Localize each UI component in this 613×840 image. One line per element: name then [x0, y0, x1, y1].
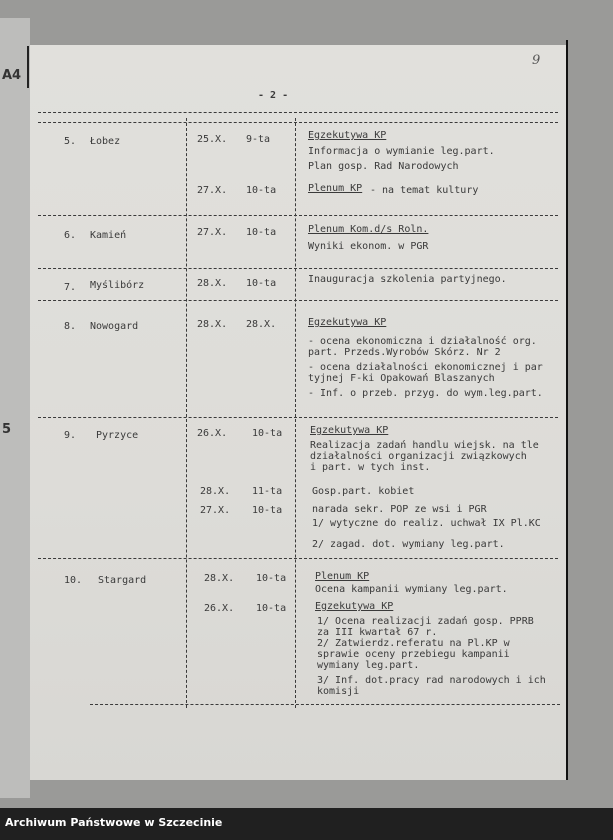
row-place: Łobez — [90, 136, 121, 147]
agenda-line: tyjnej F-ki Opakowań Blaszanych — [308, 373, 495, 384]
row-number: 9. — [64, 430, 77, 441]
agenda-line: komisji — [317, 686, 360, 697]
row-divider — [38, 268, 558, 269]
agenda-line: działalności organizacji związkowych — [310, 451, 527, 462]
row-number: 7. — [64, 282, 77, 293]
row-date: 26.X. — [197, 428, 228, 439]
agenda-heading: Egzekutywa KP — [308, 130, 387, 141]
agenda-line: - na temat kultury — [370, 185, 479, 196]
row-time: 28.X. — [246, 319, 277, 330]
row-place: Myślibórz — [90, 280, 145, 291]
row-divider — [38, 215, 558, 216]
agenda-heading: Plenum Kom.d/s Roln. — [308, 224, 429, 235]
agenda-heading: Egzekutywa KP — [310, 425, 389, 436]
table-top-rule — [38, 112, 558, 113]
column-divider-agenda — [295, 118, 296, 708]
row-divider — [38, 558, 558, 559]
row-time: 9-ta — [246, 134, 271, 145]
row-place: Pyrzyce — [96, 430, 139, 441]
row-time: 10-ta — [246, 227, 277, 238]
agenda-line: 1/ wytyczne do realiz. uchwał IX Pl.KC — [312, 518, 541, 529]
row-date: 28.X. — [197, 278, 228, 289]
agenda-line: i part. w tych inst. — [310, 462, 431, 473]
row-number: 10. — [64, 575, 83, 586]
row-time: 10-ta — [252, 505, 283, 516]
agenda-line: - ocena ekonomiczna i działalność org. — [308, 336, 537, 347]
agenda-heading: Egzekutywa KP — [315, 601, 394, 612]
agenda-heading: Plenum KP — [308, 183, 363, 194]
row-date: 27.X. — [200, 505, 231, 516]
agenda-line: part. Przeds.Wyrobów Skórz. Nr 2 — [308, 347, 501, 358]
agenda-line: Plan gosp. Rad Narodowych — [308, 161, 459, 172]
agenda-line: - Inf. o przeb. przyg. do wym.leg.part. — [308, 388, 543, 399]
row-divider — [38, 417, 558, 418]
row-time: 10-ta — [252, 428, 283, 439]
handwritten-page-number: 9 — [532, 53, 541, 68]
row-time: 10-ta — [256, 603, 287, 614]
agenda-heading: Egzekutywa KP — [308, 317, 387, 328]
agenda-line: sprawie oceny przebiegu kampanii — [317, 649, 510, 660]
agenda-line: wymiany leg.part. — [317, 660, 420, 671]
agenda-line: za III kwartał 67 r. — [317, 627, 438, 638]
agenda-line: 2/ zagad. dot. wymiany leg.part. — [312, 539, 505, 550]
row-number: 6. — [64, 230, 77, 241]
row-place: Kamień — [90, 230, 127, 241]
row-time: 10-ta — [246, 185, 277, 196]
row-place: Nowogard — [90, 321, 139, 332]
row-number: 8. — [64, 321, 77, 332]
agenda-line: 2/ Zatwierdz.referatu na Pl.KP w — [317, 638, 510, 649]
agenda-line: 3/ Inf. dot.pracy rad narodowych i ich — [317, 675, 546, 686]
agenda-line: Wyniki ekonom. w PGR — [308, 241, 429, 252]
header-rule — [38, 122, 558, 123]
page-right-edge — [566, 40, 568, 780]
archive-name: Archiwum Państwowe w Szczecinie — [5, 816, 223, 829]
row-divider — [38, 300, 558, 301]
row-place: Stargard — [98, 575, 147, 586]
page-left-edge — [27, 46, 29, 88]
row-date: 25.X. — [197, 134, 228, 145]
agenda-line: Inauguracja szkolenia partyjnego. — [308, 274, 507, 285]
agenda-line: narada sekr. POP ze wsi i PGR — [312, 504, 487, 515]
table-bottom-rule — [90, 704, 560, 705]
row-time: 11-ta — [252, 486, 283, 497]
agenda-line: Ocena kampanii wymiany leg.part. — [315, 584, 508, 595]
row-number: 5. — [64, 136, 77, 147]
agenda-line: - ocena działalności ekonomicznej i par — [308, 362, 543, 373]
edge-mark-middle: 5 — [2, 422, 12, 437]
row-time: 10-ta — [256, 573, 287, 584]
page-number: - 2 - — [258, 90, 289, 101]
row-date: 26.X. — [204, 603, 235, 614]
agenda-line: Informacja o wymianie leg.part. — [308, 146, 495, 157]
agenda-heading: Plenum KP — [315, 571, 370, 582]
agenda-line: Realizacja zadań handlu wiejsk. na tle — [310, 440, 539, 451]
row-date: 28.X. — [200, 486, 231, 497]
row-date: 28.X. — [197, 319, 228, 330]
column-divider-date — [186, 118, 187, 708]
edge-mark-top: A4 — [2, 68, 22, 83]
agenda-line: Gosp.part. kobiet — [312, 486, 415, 497]
row-time: 10-ta — [246, 278, 277, 289]
agenda-line: 1/ Ocena realizacji zadań gosp. PPRB — [317, 616, 534, 627]
row-date: 28.X. — [204, 573, 235, 584]
row-date: 27.X. — [197, 227, 228, 238]
adjacent-page-strip — [0, 18, 30, 798]
row-date: 27.X. — [197, 185, 228, 196]
